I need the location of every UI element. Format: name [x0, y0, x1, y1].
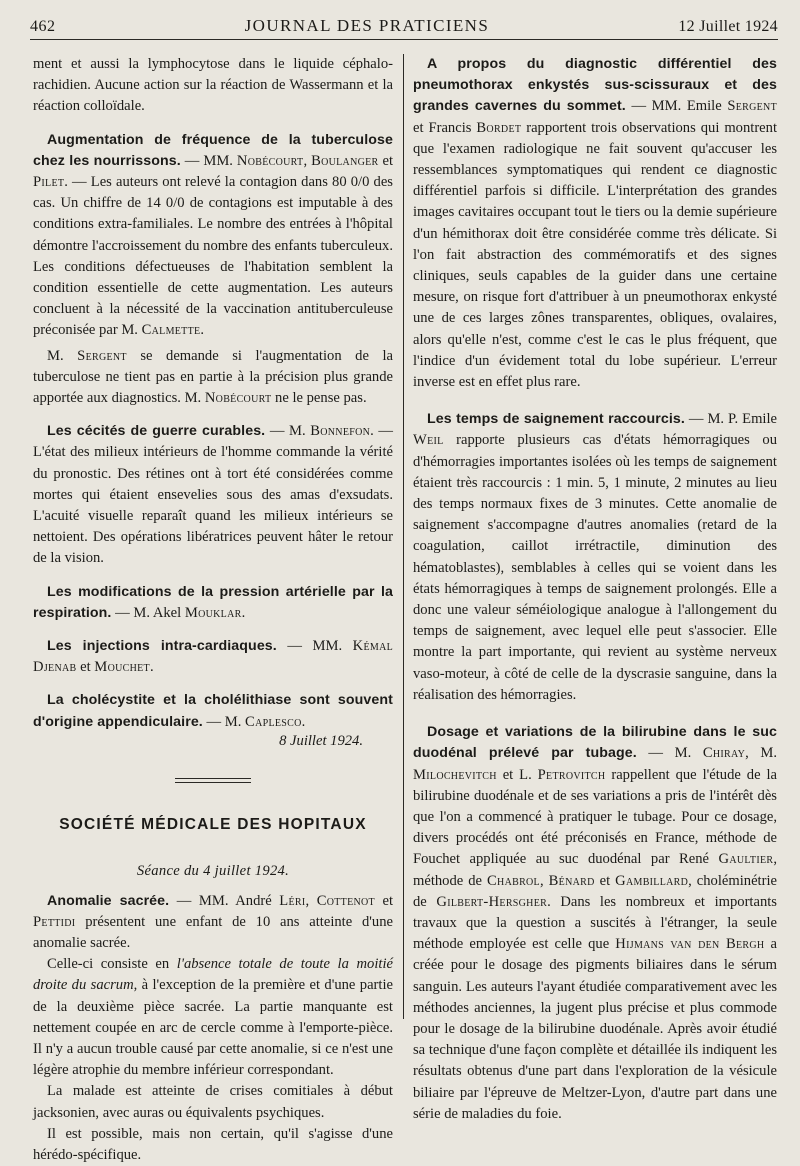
- article-heading: Les modifications de la pression artérielle par la respiration.: [33, 584, 393, 621]
- article-anomalie: [33, 891, 393, 1166]
- author-name: Kémal Djenab: [33, 638, 393, 675]
- author-name: Calmette: [142, 322, 201, 338]
- author-name: Caplesco: [245, 714, 302, 730]
- body-text: rapporte plusieurs cas d'états hémorragiques ou d'hémorragies importantes isolées où les temps de saignement étaient très raccourcis : 1 min. 5, 1 minute, 2 minutes au lieu des temps normaux fixes de 3 minutes. Cette anomalie de saignement s'accompagne d'autres anomalies (retard de la coagulation, caillot irrétractile, diminution des hématoblastes), semblables à celles qui se voient dans les états hémorragiques à temps de saignement prolongés. Elle a donc une valeur séméiologique analogue à l'allongement du temps de saignement, avec lequel elle peut s'associer. Elle montre la part importante, qui revient au système nerveux vaso-moteur, à côté de celle de la dyscrasie sanguine, dans la réalisation des hémorragies.: [413, 432, 777, 702]
- paragraph: Les cécités de guerre curables. — M. Bonnefon. — L'état des milieux intérieurs de l'homme commande la vérité du pronostic. Des rétines ont à tort été considérées comme mortes qui étaient ensevelies sous des amas d'exsudats. L'acuité visuelle reparaît quand les milieux intérieurs se nettoient. Des opérations libératrices peuvent hâter le retour de la vision.: [33, 421, 393, 569]
- running-header: [30, 14, 778, 40]
- article-bilirubine: [413, 722, 777, 1125]
- article-heading: Dosage et variations de la bilirubine dans le suc duodénal prélevé par tubage.: [413, 724, 777, 761]
- article-cholecystite: [33, 690, 393, 732]
- paragraph: A propos du diagnostic différentiel des pneumothorax enkystés sus-scissuraux et des grandes cavernes du sommet. — MM. Emile Sergent et Francis Bordet rapportent trois observations qui montrent que l'examen radiologique ne fait souvent qu'accuser les ressemblances symptomatiques qui rendent ce diagnostic différentiel parfois si difficile. L'interprétation des grandes images cavitaires occupant tout le tiers ou la demie supérieure d'un hémithorax doit être considérée comme très délicate. Si l'on fait abstraction des commémoratifs et des signes cliniques, seuls capables de la guider dans une certaine mesure, on risque fort d'attribuer à un pneumothorax enkysté une de ces larges zônes transparentes, obliques, ovalaires, alors qu'elle n'est, comme c'est le cas le plus fréquent, que l'indice d'un évidement total du lobe supérieur. L'erreur inverse est en effet plus rare.: [413, 54, 777, 393]
- body-text: présentent une enfant de 10 ans atteinte d'une anomalie sacrée.: [33, 914, 393, 951]
- body-text: rappellent que l'étude de la bilirubine duodénale et de ses variations a pris de l'intérêt dès que l'on a commencé à pratiquer le tubage. Pour ce dosage, divers procédés ont été préconisés en France, méthode de Fouchet appliquée au suc duodénal par René: [413, 767, 777, 868]
- article-injections: [33, 636, 393, 678]
- author-name: Nobécourt: [205, 390, 272, 406]
- author-name: Weil: [413, 432, 444, 448]
- paragraph: Les modifications de la pression artérielle par la respiration. — M. Akel Mouklar.: [33, 582, 393, 624]
- paragraph: Dosage et variations de la bilirubine dans le suc duodénal prélevé par tubage. — M. Chiray, M. Milochevitch et L. Petrovitch rappellent que l'étude de la bilirubine duodénale et de ses variations a pris de l'intérêt dès que l'on a commencé à pratiquer le tubage. Pour ce dosage, divers procédés ont été préconisés en France, méthode de Fouchet appliquée au suc duodénal par René Gaultier, méthode de Chabrol, Bénard et Gambillard, choléminétrie de Gilbert-Hersgher. Dans les nombreux et importants travaux que la question a suscités à l'étranger, la seule méthode employée est celle que Hijmans van den Bergh a créée pour le dosage des pigments biliaires dans le sérum sanguin. Les auteurs l'ayant étudiée comparativement avec les méthodes anciennes, la jugent plus précise et plus commode pour le dosage de la bilirubine duodénale. Après avoir étudié sa technique d'une façon complète et détaillée ils indiquent les résultats obtenus d'une part dans l'exploration de la vésicule biliaire par l'épreuve de Meltzer-Lyon, d'autre part dans une série de maladies du foie.: [413, 722, 777, 1125]
- paragraph: Les injections intra-cardiaques. — MM. Kémal Djenab et Mouchet.: [33, 636, 393, 678]
- author-name: Léri: [279, 893, 305, 909]
- author-name: Gilbert-Hersgher: [436, 894, 547, 910]
- article-heading: Les injections intra-cardiaques.: [47, 638, 277, 654]
- body-text: . — L'état des milieux intérieurs de l'homme commande la vérité du pronostic. Des rétines ont à tort été considérées comme mortes qui étaient ensevelies sous des amas d'exsudats. L'acuité visuelle reparaît quand les milieux intérieurs se nettoient. Des opérations libératrices peuvent hâter le retour de la vision.: [33, 423, 393, 566]
- paragraph: M. Sergent se demande si l'augmentation de la tuberculose ne tient pas en partie à la précision plus grande apportée aux diagnostics. M. Nobécourt ne le pense pas.: [33, 346, 393, 410]
- body-text: rapportent trois observations qui montrent que l'examen radiologique ne fait souvent qu'accuser les ressemblances symptomatiques qui rendent ce diagnostic différentiel parfois si difficile. L'interprétation des grandes images cavitaires occupant tout le tiers ou la demie supérieure d'un hémithorax doit être considérée comme très délicate. Si l'on fait abstraction des commémoratifs et des signes cliniques, seuls capables de la guider dans une certaine mesure, on risque fort d'attribuer à un pneumothorax enkysté une de ces larges zônes transparentes, obliques, ovalaires, alors qu'elle n'est, comme c'est le cas le plus fréquent, que l'indice d'un évidement total du lobe supérieur. L'erreur inverse est en effet plus rare.: [413, 120, 777, 390]
- right-column: [413, 54, 777, 1055]
- author-name: Pettidi: [33, 914, 75, 930]
- article-heading: Anomalie sacrée.: [47, 893, 169, 909]
- signature-date: 8 Juillet 1924.: [33, 731, 393, 752]
- author-name: Chiray: [703, 745, 745, 761]
- left-column: [33, 54, 393, 1055]
- body-text: . — Les auteurs ont relevé la contagion dans 80 0/0 des cas. Un chiffre de 14 0/0 de contagions est imputable à des conditions extra-familiales. Le nombre des entrées à l'hôpital démontre l'accroissement du nombre des enfants tuberculeux. Les conditions défectueuses de l'habitation semblent la condition essentielle de cette augmentation. Les auteurs concluent à la nécessité de la vaccination antituberculeuse préconisée par M.: [33, 174, 393, 338]
- author-name: Sergent: [727, 98, 777, 114]
- paragraph: Celle-ci consiste en l'absence totale de toute la moitié droite du sacrum, à l'exception de la première et d'une partie de la deuxième pièce sacrée. La partie manquante est nettement coupée en arc de cercle comme à l'emporte-pièce. Il n'y a aucun trouble causé par cette anomalie, si ce n'est une légère atrophie du membre inférieur correspondant.: [33, 954, 393, 1081]
- article-heading: La cholécystite et la cholélithiase sont souvent d'origine appendiculaire.: [33, 692, 393, 729]
- author-name: Chabrol: [487, 873, 540, 889]
- paragraph: La cholécystite et la cholélithiase sont souvent d'origine appendiculaire. — M. Caplesco.: [33, 690, 393, 732]
- author-name: Mouklar: [185, 605, 242, 621]
- column-divider: [403, 54, 404, 1019]
- issue-date: 12 Juillet 1924: [678, 18, 778, 36]
- author-name: Petrovitch: [538, 767, 606, 783]
- paragraph: Il est possible, mais non certain, qu'il s'agisse d'une hérédo-spécifique.: [33, 1124, 393, 1166]
- paragraph: Les temps de saignement raccourcis. — M. P. Emile Weil rapporte plusieurs cas d'états hémorragiques ou d'hémorragies importantes isolées où les temps de saignement étaient très raccourcis : 1 min. 5, 1 minute, 2 minutes au lieu des temps normaux fixes de 3 minutes. Cette anomalie de saignement s'accompagne d'autres anomalies (retard de la coagulation, caillot irrétractile, diminution des hématoblastes), semblables à celles qui se voient dans les états hémorragiques à temps de saignement prolongés. Elle a donc une valeur séméiologique analogue à l'allongement du temps de saignement, avec lequel elle peut s'associer. Elle montre la part importante, qui revient au système nerveux vaso-moteur, à côté de celle de la dyscrasie sanguine, dans la réalisation des hémorragies.: [413, 409, 777, 706]
- article-heading: A propos du diagnostic différentiel des pneumothorax enkystés sus-scissuraux et des grandes cavernes du sommet.: [413, 56, 777, 114]
- author-name: Gaultier: [719, 851, 774, 867]
- article-tuberculose: [33, 130, 393, 342]
- article-heading: Les cécités de guerre curables.: [47, 423, 265, 439]
- article-continuation: [33, 54, 393, 118]
- section-title: SOCIÉTÉ MÉDICALE DES HOPITAUX: [33, 814, 393, 835]
- author-name: Gambillard: [615, 873, 688, 889]
- journal-title: JOURNAL DES PRATICIENS: [245, 16, 490, 36]
- page-number: 462: [30, 18, 56, 36]
- author-name: Bordet: [476, 120, 521, 136]
- article-pneumothorax: [413, 54, 777, 393]
- author-name: Boulanger: [311, 153, 378, 169]
- author-name: Milochevitch: [413, 767, 497, 783]
- emphasis: l'absence totale de toute la moitié droite du sacrum: [33, 956, 393, 993]
- article-saignement: [413, 409, 777, 706]
- body-text: a créée pour le dosage des pigments biliaires dans le sérum sanguin. Les auteurs l'ayant étudiée comparativement avec les méthodes anciennes, la jugent plus précise et plus commode pour le dosage de la bilirubine duodénale. Après avoir étudié sa technique d'une façon complète et détaillée ils indiquent les résultats obtenus d'une part dans l'exploration de la vésicule biliaire par l'épreuve de Meltzer-Lyon, d'autre part dans une série de maladies du foie.: [413, 936, 777, 1122]
- article-cecites: [33, 421, 393, 569]
- paragraph: La malade est atteinte de crises comitiales à début jacksonien, avec auras ou équivalents psychiques.: [33, 1081, 393, 1123]
- session-date: Séance du 4 juillet 1924.: [33, 861, 393, 882]
- author-name: Bonnefon: [310, 423, 370, 439]
- author-name: Pilet: [33, 174, 64, 190]
- article-heading: Augmentation de fréquence de la tuberculose chez les nourrissons.: [33, 132, 393, 169]
- author-name: Sergent: [77, 348, 127, 364]
- article-heading: Les temps de saignement raccourcis.: [427, 411, 685, 427]
- paragraph: Anomalie sacrée. — MM. André Léri, Cottenot et Pettidi présentent une enfant de 10 ans atteinte d'une anomalie sacrée.: [33, 891, 393, 955]
- author-name: Bénard: [549, 873, 595, 889]
- paragraph: Augmentation de fréquence de la tuberculose chez les nourrissons. — MM. Nobécourt, Boulanger et Pilet. — Les auteurs ont relevé la contagion dans 80 0/0 des cas. Un chiffre de 14 0/0 de contagions est imputable à des conditions extra-familiales. Le nombre des entrées à l'hôpital démontre l'accroissement du nombre des enfants tuberculeux. Les conditions défectueuses de l'habitation semblent la condition essentielle de cette augmentation. Les auteurs concluent à la nécessité de la vaccination antituberculeuse préconisée par M. Calmette.: [33, 130, 393, 342]
- author-name: Cottenot: [317, 893, 375, 909]
- body-text: se demande si l'augmentation de la tuberculose ne tient pas en partie à la précision plus grande apportée aux diagnostics. M.: [33, 348, 393, 406]
- article-pression: [33, 582, 393, 624]
- section-ornament: [33, 778, 393, 786]
- author-name: Mouchet: [94, 659, 150, 675]
- author-name: Hijmans van den Bergh: [615, 936, 764, 952]
- article-tuberculose-discussion: [33, 346, 393, 410]
- author-name: Nobécourt: [237, 153, 304, 169]
- paragraph: ment et aussi la lymphocytose dans le liquide céphalo-rachidien. Aucune action sur la réaction de Wassermann et la réaction colloïdale.: [33, 54, 393, 118]
